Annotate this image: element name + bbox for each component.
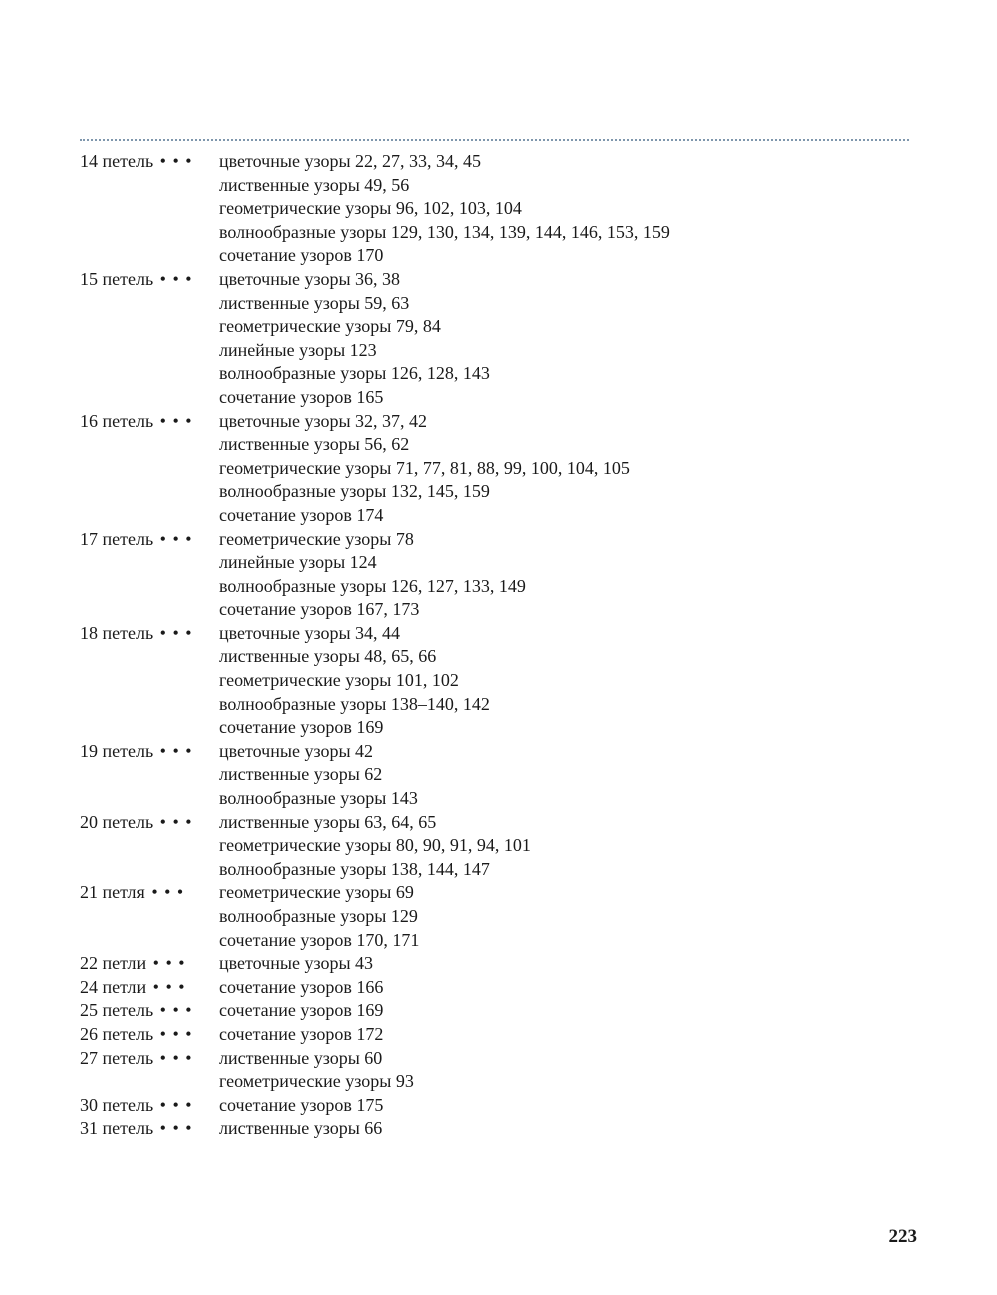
pattern-references	[219, 740, 920, 811]
stitch-count-label	[80, 1094, 219, 1118]
pattern-references	[219, 999, 920, 1023]
bullet-dots: • • •	[159, 151, 193, 171]
pattern-references	[219, 528, 920, 622]
page-number: 223	[888, 1226, 917, 1247]
pattern-reference: лиственные узоры 59, 63	[219, 292, 410, 313]
stitch-count-text: 30 петель	[80, 1094, 154, 1115]
pattern-reference: волнообразные узоры 126, 128, 143	[219, 363, 490, 384]
pattern-reference: геометрические узоры 69	[219, 882, 414, 903]
stitch-count-label	[80, 976, 219, 1000]
pattern-reference: цветочные узоры 43	[219, 953, 374, 974]
bullet-dots: • • •	[159, 622, 193, 643]
stitch-count-label	[80, 268, 219, 292]
index-entry	[80, 1047, 920, 1094]
bullet-dots: • • •	[159, 811, 193, 832]
bullet-dots: • • •	[152, 953, 186, 974]
bullet-dots: • • •	[152, 976, 186, 997]
stitch-count-text: 24 петли	[80, 976, 147, 997]
bullet-dots: • • •	[159, 1047, 193, 1068]
pattern-reference: геометрические узоры 101, 102	[219, 670, 459, 691]
pattern-reference: геометрические узоры 71, 77, 81, 88, 99, 100, 104, 105	[219, 457, 630, 478]
pattern-reference: волнообразные узоры 138–140, 142	[219, 693, 490, 714]
index-entry	[80, 528, 920, 622]
bullet-dots: • • •	[159, 1094, 193, 1115]
pattern-reference: волнообразные узоры 132, 145, 159	[219, 481, 490, 502]
pattern-reference: геометрические узоры 79, 84	[219, 316, 441, 337]
pattern-reference: лиственные узоры 63, 64, 65	[219, 811, 437, 832]
index-entry	[80, 881, 920, 952]
pattern-reference: сочетание узоров 170, 171	[219, 929, 420, 950]
bullet-dots: • • •	[159, 1118, 193, 1139]
stitch-count-text: 20 петель	[80, 811, 154, 832]
pattern-references	[219, 1023, 920, 1047]
pattern-reference: линейные узоры 124	[219, 552, 377, 573]
dotted-divider	[80, 139, 909, 141]
pattern-reference: геометрические узоры 96, 102, 103, 104	[219, 198, 522, 219]
stitch-count-text: 16 петель	[80, 410, 154, 431]
pattern-reference: линейные узоры 123	[219, 339, 377, 360]
pattern-reference: волнообразные узоры 138, 144, 147	[219, 858, 490, 879]
stitch-count-label	[80, 999, 219, 1023]
stitch-count-label	[80, 1023, 219, 1047]
stitch-count-label	[80, 740, 219, 764]
pattern-reference: волнообразные узоры 129, 130, 134, 139, 144, 146, 153, 159	[219, 221, 670, 242]
bullet-dots: • • •	[159, 410, 193, 431]
pattern-reference: сочетание узоров 165	[219, 386, 384, 407]
index-entry	[80, 740, 920, 811]
index-entry	[80, 811, 920, 882]
pattern-reference: лиственные узоры 60	[219, 1047, 383, 1068]
pattern-references	[219, 1094, 920, 1118]
pattern-reference: лиственные узоры 49, 56	[219, 174, 410, 195]
pattern-references	[219, 410, 920, 528]
stitch-count-text: 14 петель	[80, 151, 154, 171]
pattern-reference: цветочные узоры 42	[219, 740, 374, 761]
bullet-dots: • • •	[159, 528, 193, 549]
index-entry	[80, 999, 920, 1023]
pattern-reference: волнообразные узоры 126, 127, 133, 149	[219, 575, 526, 596]
bullet-dots: • • •	[159, 740, 193, 761]
index-entry	[80, 1023, 920, 1047]
pattern-reference: волнообразные узоры 143	[219, 788, 418, 809]
bullet-dots: • • •	[151, 882, 185, 903]
stitch-count-label	[80, 1117, 219, 1141]
pattern-reference: геометрические узоры 80, 90, 91, 94, 101	[219, 835, 531, 856]
index-entry	[80, 410, 920, 528]
pattern-reference: сочетание узоров 170	[219, 245, 384, 266]
stitch-count-text: 31 петель	[80, 1118, 154, 1139]
pattern-reference: сочетание узоров 174	[219, 504, 384, 525]
pattern-references	[219, 268, 920, 410]
stitch-count-label	[80, 150, 219, 174]
pattern-reference: сочетание узоров 169	[219, 717, 384, 738]
pattern-reference: цветочные узоры 36, 38	[219, 268, 401, 289]
stitch-count-label	[80, 811, 219, 835]
pattern-references	[219, 1047, 920, 1094]
stitch-count-label	[80, 622, 219, 646]
pattern-references	[219, 622, 920, 740]
stitch-count-text: 26 петель	[80, 1023, 154, 1044]
pattern-reference: цветочные узоры 34, 44	[219, 622, 401, 643]
stitch-count-label	[80, 881, 219, 905]
index-entry	[80, 150, 920, 268]
pattern-reference: сочетание узоров 166	[219, 976, 384, 997]
stitch-count-label	[80, 528, 219, 552]
index-entry	[80, 952, 920, 976]
pattern-references	[219, 952, 920, 976]
pattern-references	[219, 150, 920, 268]
index-entry	[80, 268, 920, 410]
pattern-reference: волнообразные узоры 129	[219, 906, 418, 926]
pattern-references	[219, 1117, 920, 1141]
stitch-count-text: 27 петель	[80, 1047, 154, 1068]
stitch-count-index	[80, 150, 920, 1141]
index-entry	[80, 1117, 920, 1141]
stitch-count-text: 15 петель	[80, 268, 154, 289]
pattern-reference: лиственные узоры 56, 62	[219, 434, 410, 455]
pattern-reference: лиственные узоры 66	[219, 1118, 383, 1139]
pattern-reference: геометрические узоры 78	[219, 528, 414, 549]
stitch-count-label	[80, 952, 219, 976]
pattern-reference: сочетание узоров 169	[219, 1000, 384, 1021]
pattern-reference: сочетание узоров 172	[219, 1023, 384, 1044]
stitch-count-text: 21 петля	[80, 882, 145, 903]
stitch-count-label	[80, 1047, 219, 1071]
stitch-count-text: 25 петель	[80, 1000, 154, 1021]
pattern-references	[219, 881, 920, 952]
pattern-reference: сочетание узоров 175	[219, 1094, 384, 1115]
stitch-count-text: 17 петель	[80, 528, 154, 549]
bullet-dots: • • •	[159, 1023, 193, 1044]
pattern-reference: цветочные узоры 32, 37, 42	[219, 410, 428, 431]
index-entry	[80, 976, 920, 1000]
pattern-references	[219, 811, 920, 882]
pattern-reference: лиственные узоры 48, 65, 66	[219, 646, 437, 667]
index-entry	[80, 622, 920, 740]
index-entry	[80, 1094, 920, 1118]
stitch-count-text: 19 петель	[80, 740, 154, 761]
pattern-reference: лиственные узоры 62	[219, 764, 383, 785]
pattern-references	[219, 976, 920, 1000]
bullet-dots: • • •	[159, 268, 193, 289]
stitch-count-text: 18 петель	[80, 622, 154, 643]
bullet-dots: • • •	[159, 1000, 193, 1021]
stitch-count-text: 22 петли	[80, 953, 147, 974]
stitch-count-label	[80, 410, 219, 434]
pattern-reference: цветочные узоры 22, 27, 33, 34, 45	[219, 151, 482, 171]
pattern-reference: сочетание узоров 167, 173	[219, 599, 420, 620]
pattern-reference: геометрические узоры 93	[219, 1071, 414, 1092]
